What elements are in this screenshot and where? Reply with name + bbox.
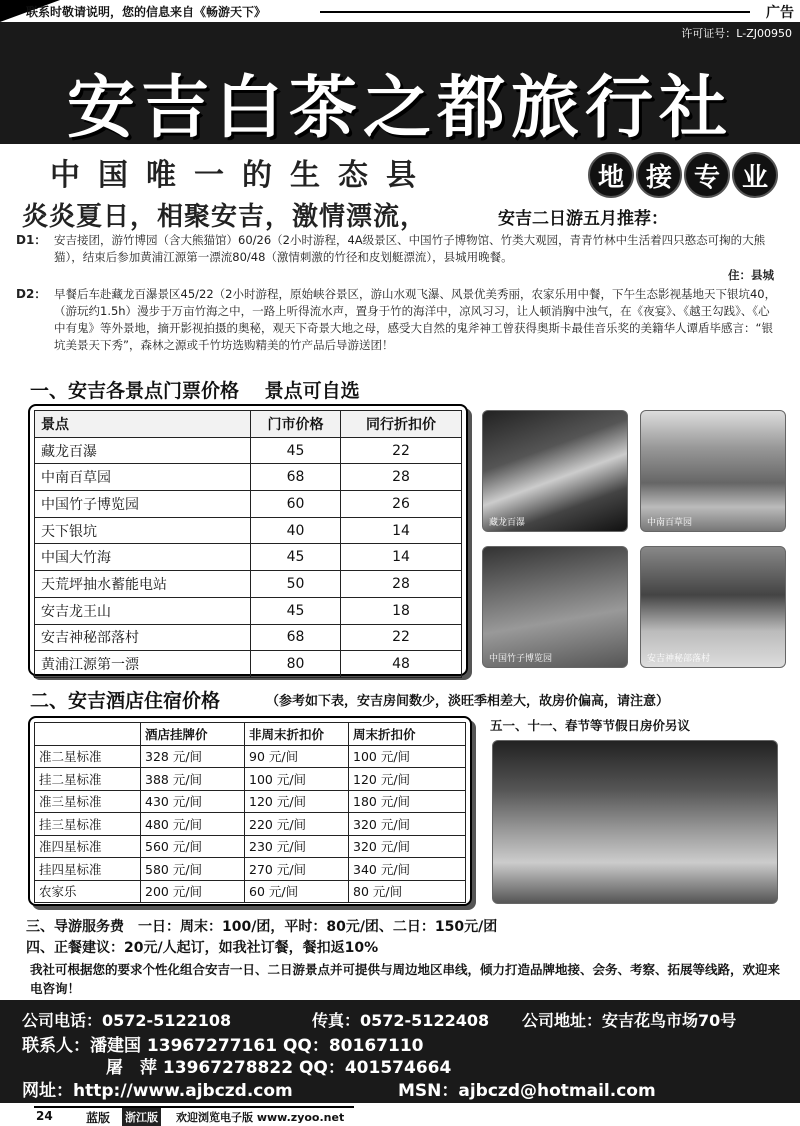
table-cell: 准四星标准 — [35, 835, 141, 858]
table-cell: 68 — [251, 464, 341, 491]
province-label: 浙江版 — [122, 1108, 161, 1126]
table-cell: 388 元/间 — [141, 768, 245, 791]
column-header: 同行折扣价 — [341, 411, 462, 438]
table-cell: 220 元/间 — [245, 813, 349, 836]
hotel-note: （参考如下表，安吉房间数少，淡旺季相差大，故房价偏高，请注意） — [266, 694, 670, 709]
contact-person-2: 屠 萍 13967278822 QQ：401574664 — [106, 1058, 452, 1078]
table-cell: 中国竹子博览园 — [35, 491, 251, 518]
agency-title: 安吉白茶之都旅行社 — [66, 69, 733, 148]
table-row — [35, 880, 466, 903]
table-cell: 120 元/间 — [349, 768, 466, 791]
company-phone: 公司电话：0572-5122108 — [22, 1011, 232, 1030]
table-cell: 28 — [341, 571, 462, 598]
promo-text: 我社可根据您的要求个性化组合安吉一日、二日游景点并可提供与周边地区串线，倾力打造品牌地接、会务、考察、拓展等线路，欢迎来电咨询！ — [30, 962, 781, 996]
photo-bamboo-expo — [482, 546, 628, 668]
website-link[interactable]: 网址：http://www.ajbczd.com — [22, 1081, 293, 1101]
table-cell: 28 — [341, 464, 462, 491]
hotel-table-box — [28, 716, 472, 906]
table-cell: 100 元/间 — [245, 768, 349, 791]
table-row — [35, 651, 462, 678]
table-header-row — [35, 411, 462, 438]
photo-zhongnan-garden — [640, 410, 786, 532]
table-header-row — [35, 723, 466, 746]
edition-label: 蓝版 — [86, 1111, 111, 1125]
table-cell: 270 元/间 — [245, 858, 349, 881]
table-cell: 230 元/间 — [245, 835, 349, 858]
table-cell: 挂二星标准 — [35, 768, 141, 791]
table-cell: 90 元/间 — [245, 745, 349, 768]
table-row — [35, 517, 462, 544]
table-cell: 430 元/间 — [141, 790, 245, 813]
table-row — [35, 571, 462, 598]
table-cell: 黄浦江源第一漂 — [35, 651, 251, 678]
footer-rule — [34, 1106, 354, 1108]
table-cell: 100 元/间 — [349, 745, 466, 768]
table-cell: 45 — [251, 597, 341, 624]
table-row — [35, 544, 462, 571]
table-cell: 农家乐 — [35, 880, 141, 903]
column-header: 门市价格 — [251, 411, 341, 438]
table-row — [35, 597, 462, 624]
guide-fee-line: 三、导游服务费 一日：周末：100/团，平时：80元/团、二日：150元/团 — [26, 919, 498, 935]
day-text: 安吉接团，游竹博园（含大熊猫馆）60/26（2小时游程，4A级景区、中国竹子博物馆、竹类大观园，青青竹林中生活着四只憨态可掬的大熊猫），结束后参加黄浦江源第一漂流80/48（激情刺激的竹径和皮划艇漂流），县城用晚餐。 — [54, 233, 766, 264]
photo-caption: 安吉神秘部落村 — [647, 654, 711, 664]
section-ticket-title: 一、安吉各景点门票价格 景点可自选 — [30, 380, 360, 402]
table-cell: 180 元/间 — [349, 790, 466, 813]
table-row — [35, 745, 466, 768]
photo-caption: 中国竹子博览园 — [489, 654, 553, 664]
table-row — [35, 858, 466, 881]
table-cell: 80 元/间 — [349, 880, 466, 903]
table-cell: 26 — [341, 491, 462, 518]
footer-site[interactable]: 欢迎浏览电子版 www.zyoo.net — [176, 1111, 345, 1124]
table-cell: 48 — [341, 651, 462, 678]
holiday-note: 五一、十一、春节等节假日房价另议 — [490, 718, 691, 733]
section-hotel-title: 二、安吉酒店住宿价格 — [30, 690, 221, 712]
slogan-eco-county: 中国唯一的生态县 — [50, 158, 434, 193]
photo-tribal-village — [640, 546, 786, 668]
table-cell: 安吉神秘部落村 — [35, 624, 251, 651]
table-cell: 328 元/间 — [141, 745, 245, 768]
badge-char: 业 — [732, 152, 778, 198]
table-cell: 120 元/间 — [245, 790, 349, 813]
table-row — [35, 768, 466, 791]
table-cell: 安吉龙王山 — [35, 597, 251, 624]
table-cell: 22 — [341, 437, 462, 464]
ticket-table — [34, 410, 462, 678]
company-address: 公司地址：安吉花鸟市场70号 — [522, 1011, 737, 1030]
contact-block — [0, 1000, 800, 1103]
table-cell: 天下银坑 — [35, 517, 251, 544]
meal-suggestion-line: 四、正餐建议：20元/人起订，如我社订餐，餐扣返10% — [26, 940, 379, 956]
slogan-recommend: 安吉二日游五月推荐： — [498, 209, 668, 229]
badge-char: 地 — [588, 152, 634, 198]
table-cell: 准二星标准 — [35, 745, 141, 768]
table-cell: 40 — [251, 517, 341, 544]
msn-contact: MSN：ajbczd@hotmail.com — [398, 1081, 656, 1101]
column-header: 酒店挂牌价 — [141, 723, 245, 746]
day-label: D1： — [16, 233, 47, 247]
table-row — [35, 624, 462, 651]
table-cell: 60 — [251, 491, 341, 518]
top-rule — [320, 11, 750, 13]
table-cell: 天荒坪抽水蓄能电站 — [35, 571, 251, 598]
page-number: 24 — [36, 1109, 53, 1123]
ticket-table-box — [28, 404, 468, 676]
column-header — [35, 723, 141, 746]
badge-char: 专 — [684, 152, 730, 198]
table-cell: 320 元/间 — [349, 813, 466, 836]
table-cell: 50 — [251, 571, 341, 598]
table-cell: 560 元/间 — [141, 835, 245, 858]
column-header: 周末折扣价 — [349, 723, 466, 746]
contact-person-1: 联系人：潘建国 13967277161 QQ：80167110 — [22, 1036, 424, 1056]
header-banner — [0, 22, 800, 148]
table-cell: 14 — [341, 517, 462, 544]
photo-rafting — [492, 740, 778, 904]
table-cell: 80 — [251, 651, 341, 678]
company-fax: 传真：0572-5122408 — [312, 1011, 490, 1030]
local-service-badges — [588, 152, 778, 198]
photo-caption: 藏龙百瀑 — [489, 518, 526, 528]
table-cell: 580 元/间 — [141, 858, 245, 881]
table-row — [35, 437, 462, 464]
top-bar — [0, 0, 800, 22]
table-cell: 中南百草园 — [35, 464, 251, 491]
table-cell: 14 — [341, 544, 462, 571]
table-cell: 中国大竹海 — [35, 544, 251, 571]
day-stay: 住：县城 — [728, 268, 774, 282]
table-cell: 480 元/间 — [141, 813, 245, 836]
column-header: 非周末折扣价 — [245, 723, 349, 746]
table-row — [35, 835, 466, 858]
page-footer — [0, 1106, 800, 1126]
day-label: D2： — [16, 287, 47, 301]
hotel-table — [34, 722, 466, 903]
table-cell: 挂四星标准 — [35, 858, 141, 881]
table-cell: 200 元/间 — [141, 880, 245, 903]
table-cell: 320 元/间 — [349, 835, 466, 858]
table-cell: 藏龙百瀑 — [35, 437, 251, 464]
table-cell: 挂三星标准 — [35, 813, 141, 836]
day-text: 早餐后车赴藏龙百瀑景区45/22（2小时游程，原始峡谷景区，游山水观飞瀑、风景优美秀丽，农家乐用中餐，下午生态影视基地天下银坑40，（游玩约1.5h）漫步于万亩竹海之中，一路上听得流水声，置身于竹的海洋中，凉风习习，让人顿消胸中浊气，在《夜宴》、《越王勾践》、《心中有鬼》等外景地，摘开影视拍摄的奥秘，观天下奇景大地之母，感受大自然的鬼斧神工曾获得奥斯卡最佳音乐奖的美籍华人谭盾毕感言：“银坑美景天下秀”，森林之源或千竹坊选购精美的竹产品后导游送团！ — [54, 287, 777, 352]
source-notice: 联系时敬请说明，您的信息来自《畅游天下》 — [26, 5, 267, 19]
table-row — [35, 464, 462, 491]
ad-label: 广告 — [766, 5, 794, 21]
table-row — [35, 813, 466, 836]
table-cell: 22 — [341, 624, 462, 651]
table-cell: 18 — [341, 597, 462, 624]
itinerary-day1 — [18, 232, 778, 284]
table-row — [35, 491, 462, 518]
table-cell: 340 元/间 — [349, 858, 466, 881]
table-cell: 68 — [251, 624, 341, 651]
table-cell: 45 — [251, 544, 341, 571]
photo-caption: 中南百草园 — [647, 518, 693, 528]
badge-char: 接 — [636, 152, 682, 198]
table-cell: 45 — [251, 437, 341, 464]
slogan-summer: 炎炎夏日，相聚安吉，激情漂流， — [22, 202, 428, 232]
table-cell: 准三星标准 — [35, 790, 141, 813]
column-header: 景点 — [35, 411, 251, 438]
table-cell: 60 元/间 — [245, 880, 349, 903]
photo-canglong-waterfall — [482, 410, 628, 532]
itinerary-day2 — [18, 286, 778, 370]
license-number: 许可证号：L-ZJ00950 — [681, 27, 792, 40]
table-row — [35, 790, 466, 813]
